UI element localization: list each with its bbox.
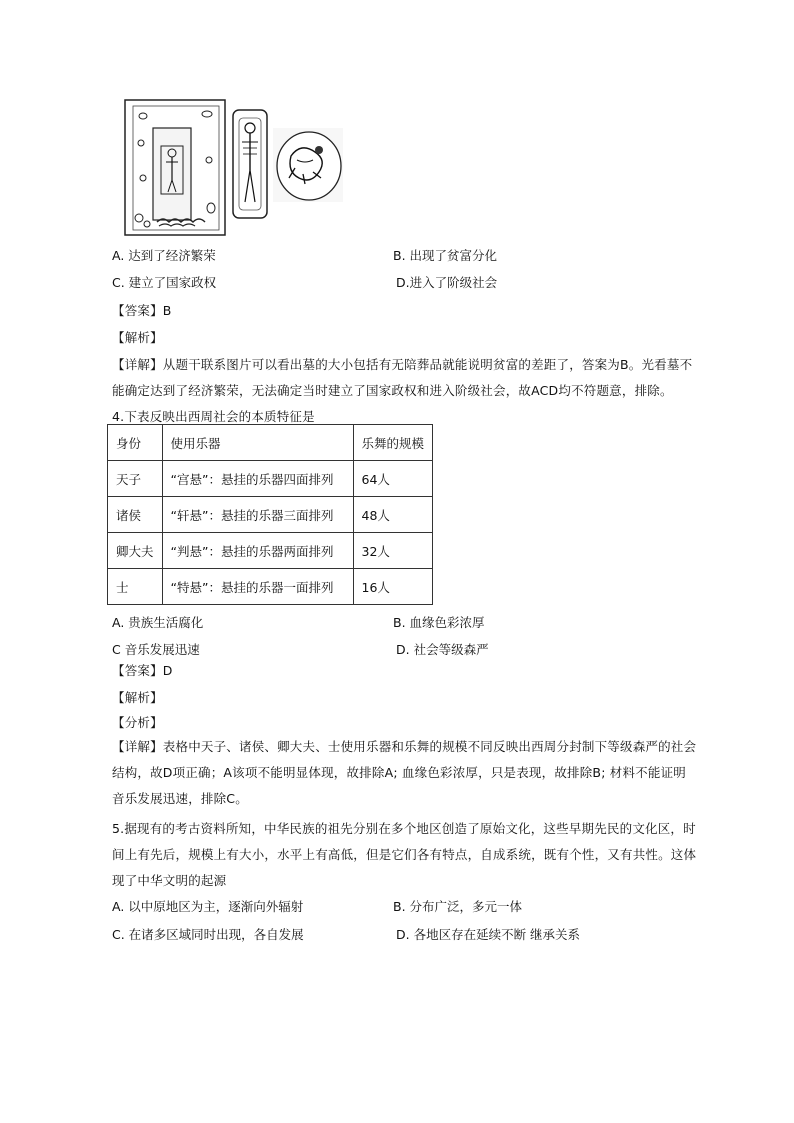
- q3-analysis-label: 【解析】: [112, 330, 163, 345]
- table-cell: “特悬”：悬挂的乐器一面排列: [162, 569, 353, 605]
- table-cell: 32人: [353, 533, 433, 569]
- q5-option-d: D. 各地区存在延续不断 继承关系: [396, 927, 581, 942]
- q4-option-c: C 音乐发展迅速: [112, 642, 200, 657]
- q3-detail-line-2: 能确定达到了经济繁荣，无法确定当时建立了国家政权和进入阶级社会，故ACD均不符题意，排除。: [112, 383, 673, 398]
- table-header-cell: 身份: [108, 425, 163, 461]
- table-cell: 天子: [108, 461, 163, 497]
- q4-option-d: D. 社会等级森严: [396, 642, 489, 657]
- table-cell: 48人: [353, 497, 433, 533]
- table-row: [108, 461, 433, 497]
- q3-option-c: C. 建立了国家政权: [112, 275, 217, 290]
- q5-option-c: C. 在诸多区域同时出现，各自发展: [112, 927, 304, 942]
- tomb-figures: [123, 98, 348, 238]
- q4-detail-line-3: 音乐发展迅速，排除C。: [112, 791, 248, 806]
- q3-option-a: A. 达到了经济繁荣: [112, 248, 216, 263]
- table-header-cell: 使用乐器: [162, 425, 353, 461]
- table-row: [108, 497, 433, 533]
- q5-stem-line-3: 现了中华文明的起源: [112, 873, 227, 888]
- table-cell: 卿大夫: [108, 533, 163, 569]
- q4-detail-line-2: 结构，故D项正确；A该项不能明显体现，故排除A; 血缘色彩浓厚，只是表现，故排除B; 材料不能证明: [112, 765, 686, 780]
- q3-option-b: B. 出现了贫富分化: [393, 248, 498, 263]
- q3-answer: 【答案】B: [112, 303, 172, 318]
- q4-option-b: B. 血缘色彩浓厚: [393, 615, 485, 630]
- q5-stem-line-1: 5.据现有的考古资料所知，中华民族的祖先分别在多个地区创造了原始文化，这些早期先民的文化区，时: [112, 821, 696, 836]
- large-tomb-sketch: [125, 100, 225, 235]
- zhou-music-table: [107, 424, 433, 605]
- q4-stem: 4.下表反映出西周社会的本质特征是: [112, 409, 315, 424]
- table-row: [108, 569, 433, 605]
- table-header-cell: 乐舞的规模: [353, 425, 433, 461]
- q4-option-a: A. 贵族生活腐化: [112, 615, 204, 630]
- table-cell: 16人: [353, 569, 433, 605]
- table-cell: “轩悬”：悬挂的乐器三面排列: [162, 497, 353, 533]
- table-header-row: [108, 425, 433, 461]
- q4-answer: 【答案】D: [112, 663, 173, 678]
- q4-detail-line-1: 【详解】表格中天子、诸侯、卿大夫、士使用乐器和乐舞的规模不同反映出西周分封制下等级森严的社会: [112, 739, 697, 754]
- table-cell: 诸侯: [108, 497, 163, 533]
- table-cell: 士: [108, 569, 163, 605]
- table-cell: “宫悬”：悬挂的乐器四面排列: [162, 461, 353, 497]
- q5-stem-line-2: 间上有先后，规模上有大小，水平上有高低，但是它们各有特点，自成系统，既有个性，又有共性。这体: [112, 847, 697, 862]
- q5-option-a: A. 以中原地区为主，逐渐向外辐射: [112, 899, 304, 914]
- table-row: [108, 533, 433, 569]
- q4-fenxi-label: 【分析】: [112, 715, 163, 730]
- medium-tomb-sketch: [233, 110, 267, 218]
- q3-detail-line-1: 【详解】从题干联系图片可以看出墓的大小包括有无陪葬品就能说明贫富的差距了，答案为B。光看墓不: [112, 357, 693, 372]
- q4-analysis-label: 【解析】: [112, 690, 163, 705]
- q5-option-b: B. 分布广泛，多元一体: [393, 899, 523, 914]
- q3-option-d: D.进入了阶级社会: [396, 275, 498, 290]
- table-cell: “判悬”：悬挂的乐器两面排列: [162, 533, 353, 569]
- small-tomb-sketch: [273, 128, 343, 202]
- table-cell: 64人: [353, 461, 433, 497]
